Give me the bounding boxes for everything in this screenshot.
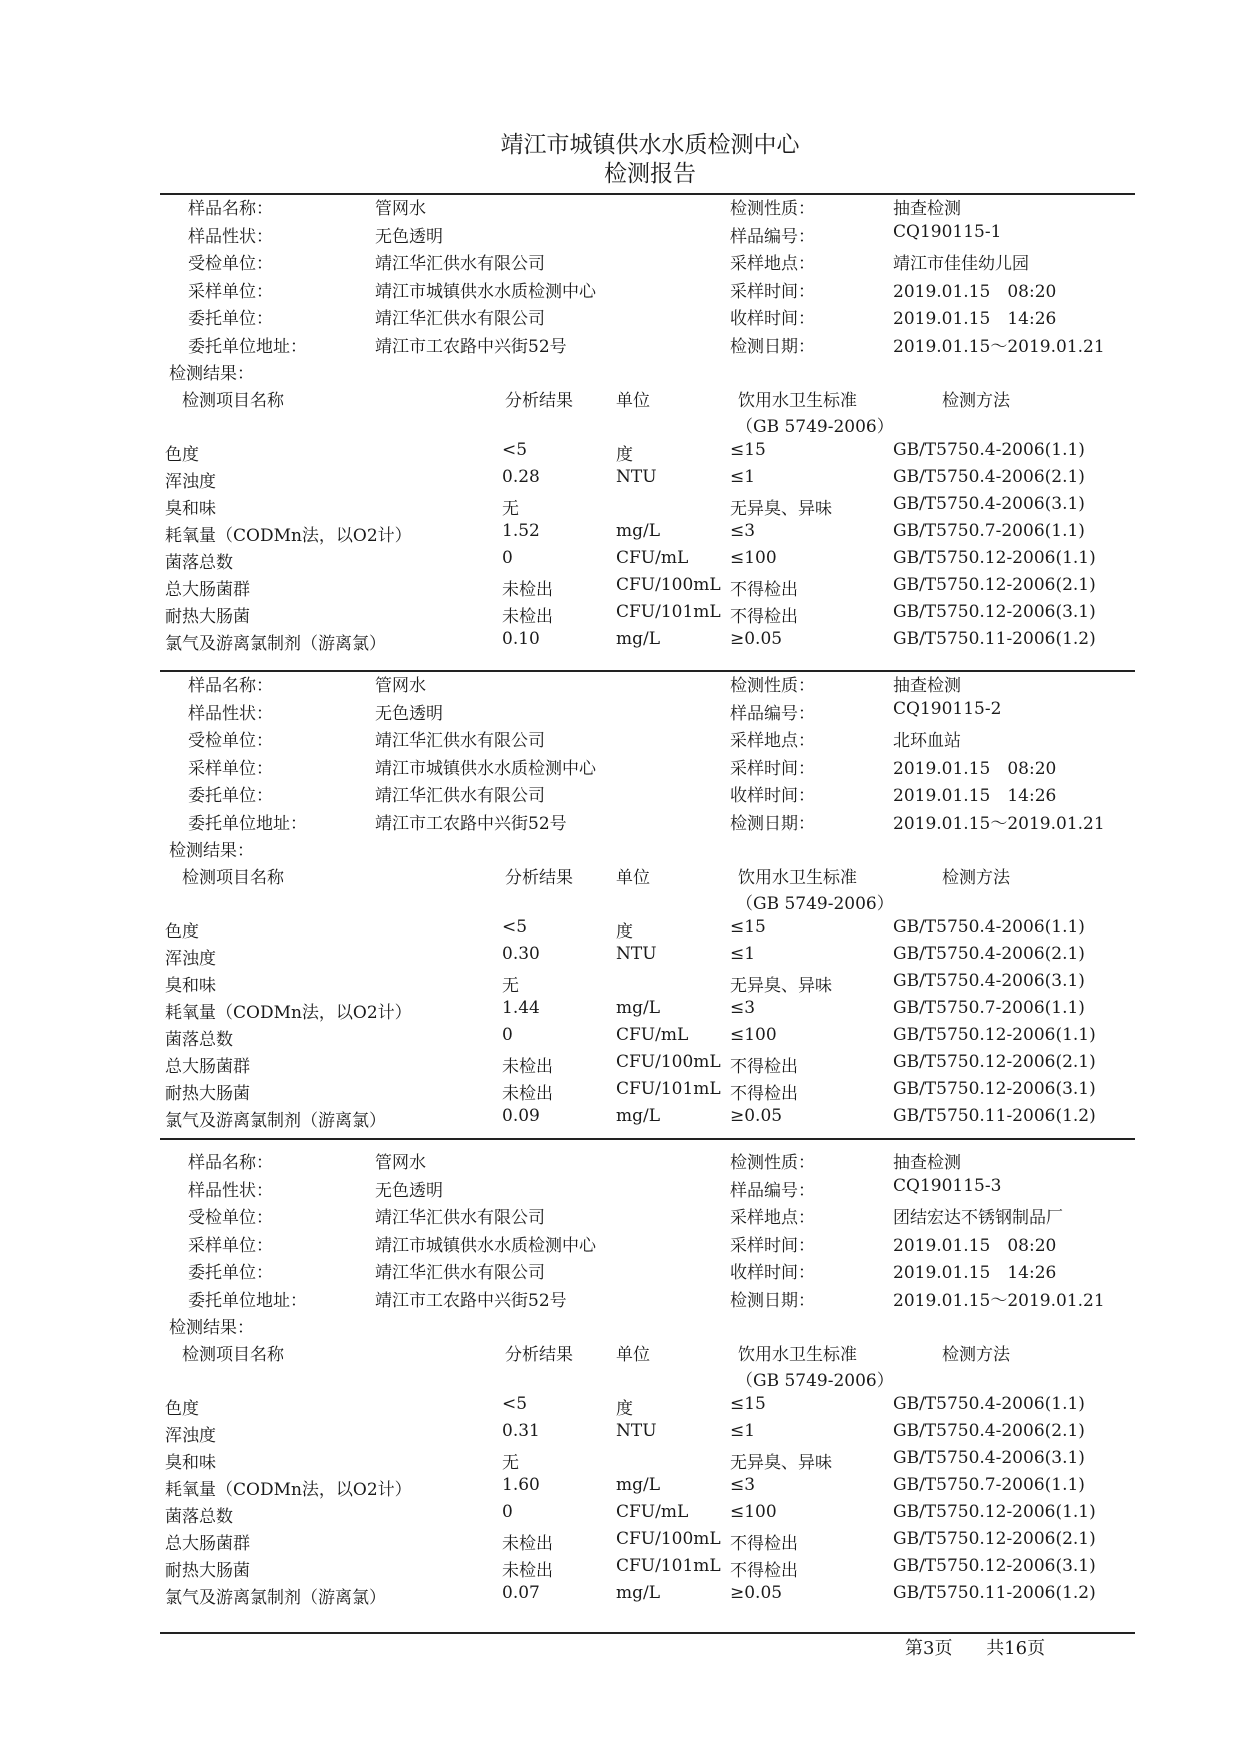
column-header-item: 检测项目名称 (182, 868, 284, 888)
cell-method: GB/T5750.12-2006(1.1) (893, 1502, 1096, 1522)
sample-number-label: 样品编号： (730, 1180, 815, 1201)
info-row (160, 699, 1140, 726)
info-row (160, 1176, 1140, 1203)
test-date-label: 检测日期： (730, 1290, 815, 1311)
cell-standard: 不得检出 (730, 1057, 798, 1077)
cell-item: 总大肠菌群 (165, 1057, 250, 1077)
cell-item: 浑浊度 (165, 472, 216, 492)
cell-method: GB/T5750.12-2006(2.1) (893, 1529, 1096, 1549)
info-row (160, 194, 1140, 221)
cell-standard: 不得检出 (730, 1561, 798, 1581)
cell-result: 无 (502, 499, 519, 519)
column-header-standard-ref: （GB 5749-2006） (736, 417, 894, 437)
info-row (160, 1231, 1140, 1258)
sampling-unit-value: 靖江市城镇供水水质检测中心 (375, 281, 596, 302)
cell-standard: ≤1 (730, 1421, 756, 1441)
sampling-time-label: 采样时间： (730, 281, 815, 302)
cell-item: 色度 (165, 922, 199, 942)
cell-standard: ≥0.05 (730, 1583, 783, 1603)
column-header-item: 检测项目名称 (182, 391, 284, 411)
cell-method: GB/T5750.4-2006(1.1) (893, 1394, 1085, 1414)
results-label: 检测结果： (169, 364, 254, 384)
cell-item: 氯气及游离氯制剂（游离氯） (165, 1588, 386, 1608)
cell-standard: ≤100 (730, 548, 777, 568)
cell-unit: mg/L (616, 629, 661, 649)
page-footer (905, 1634, 1073, 1660)
cell-method: GB/T5750.4-2006(2.1) (893, 944, 1085, 964)
sampling-unit-value: 靖江市城镇供水水质检测中心 (375, 758, 596, 779)
results-table-header (160, 386, 1140, 438)
table-row (160, 440, 1140, 467)
inspected-unit-value: 靖江华汇供水有限公司 (375, 1208, 545, 1228)
cell-unit: NTU (616, 944, 657, 964)
table-row (160, 1583, 1140, 1610)
table-row (160, 1025, 1140, 1052)
cell-unit: CFU/101mL (616, 602, 721, 622)
test-nature-value: 抽查检测 (893, 676, 961, 696)
info-row (160, 304, 1140, 331)
table-row (160, 917, 1140, 944)
test-date-value: 2019.01.15～2019.01.21 (893, 1290, 1105, 1311)
column-header-result: 分析结果 (505, 868, 573, 888)
column-header-method: 检测方法 (942, 391, 1010, 411)
cell-method: GB/T5750.12-2006(1.1) (893, 548, 1096, 568)
entrust-unit-label: 委托单位： (188, 1263, 273, 1283)
sample-state-label: 样品性状： (188, 1180, 273, 1201)
sample-number-label: 样品编号： (730, 226, 815, 247)
test-nature-label: 检测性质： (730, 676, 815, 696)
cell-method: GB/T5750.4-2006(1.1) (893, 440, 1085, 460)
sampling-time-value: 2019.01.15 08:20 (893, 1235, 1057, 1256)
table-row (160, 971, 1140, 998)
entrust-unit-value: 靖江华汇供水有限公司 (375, 1263, 545, 1283)
cell-standard: 不得检出 (730, 607, 798, 627)
entrust-unit-label: 委托单位： (188, 786, 273, 806)
cell-method: GB/T5750.4-2006(1.1) (893, 917, 1085, 937)
sampling-unit-label: 采样单位： (188, 758, 273, 779)
sample-number-label: 样品编号： (730, 703, 815, 724)
sampling-site-label: 采样地点： (730, 1208, 815, 1228)
info-row (160, 754, 1140, 781)
cell-item: 臭和味 (165, 499, 216, 519)
section-rule (160, 1138, 1135, 1140)
cell-method: GB/T5750.11-2006(1.2) (893, 1106, 1096, 1126)
sample-name-value: 管网水 (375, 199, 426, 219)
table-row (160, 629, 1140, 656)
sample-block (160, 671, 1140, 1131)
cell-standard: ≥0.05 (730, 629, 783, 649)
cell-item: 浑浊度 (165, 1426, 216, 1446)
test-nature-value: 抽查检测 (893, 1153, 961, 1173)
cell-method: GB/T5750.4-2006(2.1) (893, 467, 1085, 487)
cell-item: 耐热大肠菌 (165, 1561, 250, 1581)
cell-result: 1.44 (502, 998, 540, 1018)
cell-method: GB/T5750.11-2006(1.2) (893, 1583, 1096, 1603)
cell-standard: ≤100 (730, 1502, 777, 1522)
sample-number-value: CQ190115-2 (893, 698, 1002, 719)
results-label: 检测结果： (169, 1318, 254, 1338)
table-row (160, 602, 1140, 629)
cell-standard: ≥0.05 (730, 1106, 783, 1126)
table-row (160, 944, 1140, 971)
page-total: 共16页 (986, 1638, 1046, 1659)
sample-state-label: 样品性状： (188, 226, 273, 247)
cell-result: 0 (502, 1025, 513, 1045)
cell-method: GB/T5750.7-2006(1.1) (893, 521, 1085, 541)
cell-item: 总大肠菌群 (165, 580, 250, 600)
cell-method: GB/T5750.12-2006(3.1) (893, 602, 1096, 622)
table-row (160, 1421, 1140, 1448)
cell-method: GB/T5750.12-2006(3.1) (893, 1079, 1096, 1099)
cell-result: 0.07 (502, 1583, 540, 1603)
column-header-standard: 饮用水卫生标准 (738, 868, 857, 888)
cell-item: 菌落总数 (165, 1507, 233, 1527)
page-number: 第3页 (905, 1638, 953, 1659)
inspected-unit-label: 受检单位： (188, 1208, 273, 1228)
cell-unit: CFU/mL (616, 1502, 689, 1522)
column-header-standard: 饮用水卫生标准 (738, 1345, 857, 1365)
cell-standard: ≤3 (730, 521, 756, 541)
column-header-unit: 单位 (616, 868, 650, 888)
table-row (160, 1106, 1140, 1133)
cell-item: 菌落总数 (165, 1030, 233, 1050)
cell-item: 耐热大肠菌 (165, 1084, 250, 1104)
cell-item: 臭和味 (165, 976, 216, 996)
cell-unit: CFU/101mL (616, 1079, 721, 1099)
cell-item: 耗氧量（CODMn法，以O2计） (165, 526, 412, 546)
cell-item: 菌落总数 (165, 553, 233, 573)
cell-result: 无 (502, 1453, 519, 1473)
entrust-address-label: 委托单位地址： (188, 336, 307, 357)
cell-method: GB/T5750.12-2006(1.1) (893, 1025, 1096, 1045)
cell-result: <5 (502, 1394, 528, 1414)
cell-method: GB/T5750.7-2006(1.1) (893, 1475, 1085, 1495)
cell-unit: mg/L (616, 521, 661, 541)
results-table-header (160, 1340, 1140, 1392)
sample-block (160, 1148, 1140, 1608)
cell-result: 0.10 (502, 629, 540, 649)
cell-method: GB/T5750.12-2006(2.1) (893, 1052, 1096, 1072)
cell-standard: ≤1 (730, 944, 756, 964)
entrust-address-value: 靖江市工农路中兴街52号 (375, 1290, 567, 1311)
sampling-time-label: 采样时间： (730, 758, 815, 779)
cell-standard: 无异臭、异味 (730, 499, 832, 519)
table-row (160, 1529, 1140, 1556)
info-row (160, 249, 1140, 276)
cell-unit: CFU/mL (616, 1025, 689, 1045)
report-header (160, 130, 1140, 188)
cell-result: 1.60 (502, 1475, 540, 1495)
cell-unit: 度 (616, 922, 633, 942)
cell-item: 浑浊度 (165, 949, 216, 969)
cell-result: <5 (502, 440, 528, 460)
sample-name-value: 管网水 (375, 676, 426, 696)
sampling-time-value: 2019.01.15 08:20 (893, 281, 1057, 302)
cell-item: 臭和味 (165, 1453, 216, 1473)
cell-standard: 不得检出 (730, 1084, 798, 1104)
column-header-method: 检测方法 (942, 1345, 1010, 1365)
cell-result: 0 (502, 1502, 513, 1522)
cell-unit: 度 (616, 445, 633, 465)
cell-item: 耗氧量（CODMn法，以O2计） (165, 1003, 412, 1023)
info-row (160, 277, 1140, 304)
sampling-site-value: 团结宏达不锈钢制品厂 (893, 1208, 1063, 1228)
entrust-address-label: 委托单位地址： (188, 1290, 307, 1311)
receive-time-label: 收样时间： (730, 786, 815, 806)
sample-block (160, 194, 1140, 654)
results-label: 检测结果： (169, 841, 254, 861)
info-row (160, 671, 1140, 698)
cell-unit: CFU/100mL (616, 1529, 721, 1549)
sample-number-value: CQ190115-3 (893, 1175, 1002, 1196)
sample-number-value: CQ190115-1 (893, 221, 1002, 242)
cell-item: 色度 (165, 1399, 199, 1419)
table-row (160, 1079, 1140, 1106)
column-header-unit: 单位 (616, 1345, 650, 1365)
table-row (160, 998, 1140, 1025)
cell-standard: 不得检出 (730, 1534, 798, 1554)
sample-name-label: 样品名称： (188, 1153, 273, 1173)
sample-name-value: 管网水 (375, 1153, 426, 1173)
inspected-unit-label: 受检单位： (188, 254, 273, 274)
cell-standard: ≤1 (730, 467, 756, 487)
sampling-site-label: 采样地点： (730, 731, 815, 751)
cell-unit: CFU/100mL (616, 1052, 721, 1072)
cell-item: 色度 (165, 445, 199, 465)
results-table-header (160, 863, 1140, 915)
cell-item: 氯气及游离氯制剂（游离氯） (165, 634, 386, 654)
table-row (160, 467, 1140, 494)
cell-result: 未检出 (502, 1084, 553, 1104)
cell-standard: 不得检出 (730, 580, 798, 600)
cell-item: 总大肠菌群 (165, 1534, 250, 1554)
column-header-unit: 单位 (616, 391, 650, 411)
column-header-method: 检测方法 (942, 868, 1010, 888)
report-title: 靖江市城镇供水水质检测中心 (500, 132, 800, 158)
test-nature-value: 抽查检测 (893, 199, 961, 219)
cell-standard: ≤3 (730, 1475, 756, 1495)
cell-unit: CFU/100mL (616, 575, 721, 595)
cell-unit: CFU/mL (616, 548, 689, 568)
test-date-label: 检测日期： (730, 336, 815, 357)
cell-method: GB/T5750.7-2006(1.1) (893, 998, 1085, 1018)
cell-unit: mg/L (616, 998, 661, 1018)
cell-unit: CFU/101mL (616, 1556, 721, 1576)
cell-standard: ≤15 (730, 440, 766, 460)
sample-state-value: 无色透明 (375, 226, 443, 247)
table-row (160, 1448, 1140, 1475)
cell-method: GB/T5750.4-2006(3.1) (893, 971, 1085, 991)
receive-time-value: 2019.01.15 14:26 (893, 309, 1057, 329)
cell-standard: ≤100 (730, 1025, 777, 1045)
cell-result: 0.31 (502, 1421, 540, 1441)
table-row (160, 494, 1140, 521)
info-row (160, 1286, 1140, 1313)
sampling-unit-label: 采样单位： (188, 281, 273, 302)
cell-result: 未检出 (502, 580, 553, 600)
sampling-site-label: 采样地点： (730, 254, 815, 274)
info-row (160, 222, 1140, 249)
test-nature-label: 检测性质： (730, 199, 815, 219)
entrust-address-value: 靖江市工农路中兴街52号 (375, 336, 567, 357)
cell-result: 0.30 (502, 944, 540, 964)
cell-method: GB/T5750.4-2006(3.1) (893, 1448, 1085, 1468)
sampling-site-value: 北环血站 (893, 731, 961, 751)
cell-result: 0.28 (502, 467, 540, 487)
cell-unit: mg/L (616, 1583, 661, 1603)
entrust-unit-value: 靖江华汇供水有限公司 (375, 309, 545, 329)
entrust-unit-label: 委托单位： (188, 309, 273, 329)
cell-result: 未检出 (502, 607, 553, 627)
info-row (160, 1148, 1140, 1175)
entrust-unit-value: 靖江华汇供水有限公司 (375, 786, 545, 806)
sample-state-value: 无色透明 (375, 703, 443, 724)
table-row (160, 575, 1140, 602)
sampling-site-value: 靖江市佳佳幼儿园 (893, 254, 1029, 274)
cell-method: GB/T5750.4-2006(2.1) (893, 1421, 1085, 1441)
cell-result: 0.09 (502, 1106, 540, 1126)
report-subtitle: 检测报告 (604, 161, 696, 187)
entrust-address-value: 靖江市工农路中兴街52号 (375, 813, 567, 834)
sample-name-label: 样品名称： (188, 199, 273, 219)
inspected-unit-value: 靖江华汇供水有限公司 (375, 254, 545, 274)
info-row (160, 1203, 1140, 1230)
cell-method: GB/T5750.11-2006(1.2) (893, 629, 1096, 649)
info-row (160, 726, 1140, 753)
inspected-unit-value: 靖江华汇供水有限公司 (375, 731, 545, 751)
cell-unit: NTU (616, 467, 657, 487)
cell-unit: mg/L (616, 1475, 661, 1495)
cell-item: 氯气及游离氯制剂（游离氯） (165, 1111, 386, 1131)
sample-state-label: 样品性状： (188, 703, 273, 724)
test-date-label: 检测日期： (730, 813, 815, 834)
cell-item: 耗氧量（CODMn法，以O2计） (165, 1480, 412, 1500)
sampling-unit-value: 靖江市城镇供水水质检测中心 (375, 1235, 596, 1256)
cell-result: 未检出 (502, 1534, 553, 1554)
sample-state-value: 无色透明 (375, 1180, 443, 1201)
column-header-item: 检测项目名称 (182, 1345, 284, 1365)
cell-item: 耐热大肠菌 (165, 607, 250, 627)
cell-standard: ≤3 (730, 998, 756, 1018)
inspected-unit-label: 受检单位： (188, 731, 273, 751)
column-header-standard-ref: （GB 5749-2006） (736, 894, 894, 914)
cell-standard: 无异臭、异味 (730, 1453, 832, 1473)
cell-unit: mg/L (616, 1106, 661, 1126)
table-row (160, 1052, 1140, 1079)
cell-standard: ≤15 (730, 917, 766, 937)
receive-time-label: 收样时间： (730, 1263, 815, 1283)
cell-method: GB/T5750.4-2006(3.1) (893, 494, 1085, 514)
cell-unit: NTU (616, 1421, 657, 1441)
sampling-time-value: 2019.01.15 08:20 (893, 758, 1057, 779)
sample-name-label: 样品名称： (188, 676, 273, 696)
test-date-value: 2019.01.15～2019.01.21 (893, 813, 1105, 834)
test-nature-label: 检测性质： (730, 1153, 815, 1173)
info-row (160, 1258, 1140, 1285)
cell-method: GB/T5750.12-2006(3.1) (893, 1556, 1096, 1576)
info-row (160, 332, 1140, 359)
column-header-result: 分析结果 (505, 1345, 573, 1365)
cell-result: 未检出 (502, 1057, 553, 1077)
entrust-address-label: 委托单位地址： (188, 813, 307, 834)
test-date-value: 2019.01.15～2019.01.21 (893, 336, 1105, 357)
cell-method: GB/T5750.12-2006(2.1) (893, 575, 1096, 595)
cell-result: 0 (502, 548, 513, 568)
cell-result: 未检出 (502, 1561, 553, 1581)
cell-standard: ≤15 (730, 1394, 766, 1414)
column-header-result: 分析结果 (505, 391, 573, 411)
column-header-standard: 饮用水卫生标准 (738, 391, 857, 411)
table-row (160, 1502, 1140, 1529)
table-row (160, 1475, 1140, 1502)
column-header-standard-ref: （GB 5749-2006） (736, 1371, 894, 1391)
cell-result: 1.52 (502, 521, 540, 541)
info-row (160, 809, 1140, 836)
sampling-unit-label: 采样单位： (188, 1235, 273, 1256)
receive-time-value: 2019.01.15 14:26 (893, 1263, 1057, 1283)
cell-standard: 无异臭、异味 (730, 976, 832, 996)
sampling-time-label: 采样时间： (730, 1235, 815, 1256)
table-row (160, 548, 1140, 575)
cell-result: 无 (502, 976, 519, 996)
cell-unit: 度 (616, 1399, 633, 1419)
info-row (160, 781, 1140, 808)
receive-time-value: 2019.01.15 14:26 (893, 786, 1057, 806)
table-row (160, 1394, 1140, 1421)
cell-result: <5 (502, 917, 528, 937)
table-row (160, 1556, 1140, 1583)
table-row (160, 521, 1140, 548)
receive-time-label: 收样时间： (730, 309, 815, 329)
